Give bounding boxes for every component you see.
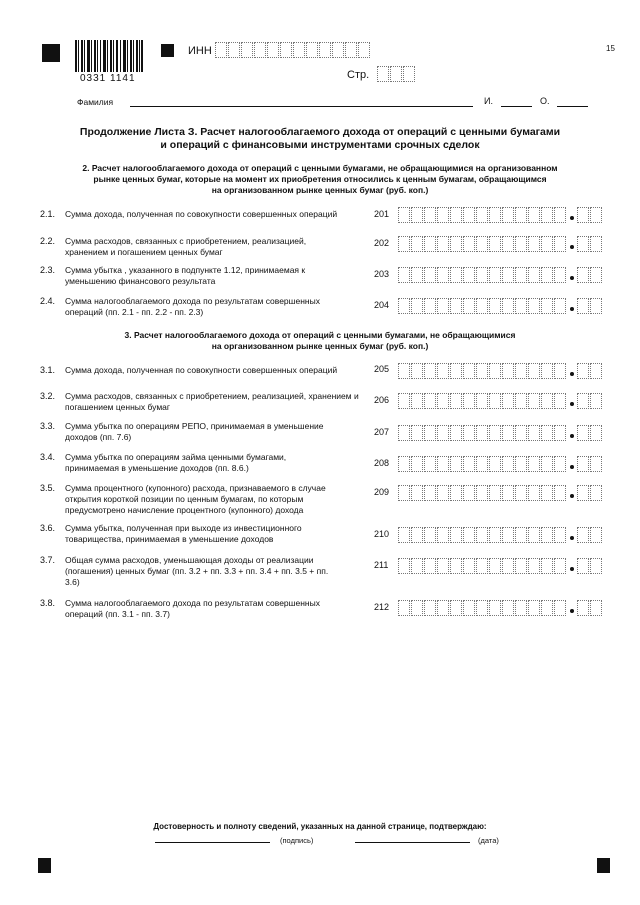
confirmation-text: Достоверность и полноту сведений, указанных на данной странице, подтверждаю: [153, 822, 487, 831]
section2-heading-line3: на организованном рынке ценных бумаг (руб. коп.) [211, 185, 429, 195]
amount-field[interactable] [398, 236, 603, 252]
amount-field[interactable] [398, 298, 603, 314]
amount-field[interactable] [398, 456, 603, 472]
page-number: 15 [606, 44, 615, 53]
decimal-point [570, 609, 574, 613]
row-code: 210 [374, 529, 390, 539]
sheet-title-line2: и операций с финансовыми инструментами срочных сделок [160, 139, 480, 151]
decimal-point [570, 494, 574, 498]
row-number: 2.2. [40, 236, 56, 246]
amount-field[interactable] [398, 207, 603, 223]
row-number: 3.6. [40, 523, 56, 533]
decimal-point [570, 465, 574, 469]
row-number: 2.4. [40, 296, 56, 306]
row-text: Сумма дохода, полученная по совокупности совершенных операций [65, 365, 338, 375]
decimal-point [570, 216, 574, 220]
row-text: Сумма убытка по операциям займа ценными бумагами, принимаемая в уменьшение доходов (пп. 8.6.) [65, 452, 287, 473]
row-code: 203 [374, 269, 390, 279]
corner-marker-top-mid [161, 44, 174, 57]
decimal-point [570, 245, 574, 249]
amount-field[interactable] [398, 393, 603, 409]
row-text: Сумма убытка по операциям РЕПО, принимаемая в уменьшение доходов (пп. 7.6) [65, 421, 324, 442]
row-number: 2.3. [40, 265, 56, 275]
row-text: Сумма убытка , указанного в подпункте 1.12, принимаемая к уменьшению финансового результата [65, 265, 306, 286]
amount-field[interactable] [398, 267, 603, 283]
row-text: Сумма расходов, связанных с приобретением, реализацией, хранением и погашением ценных бумаг [65, 391, 359, 412]
name-initial-field[interactable] [501, 106, 532, 107]
row-code: 211 [374, 560, 389, 570]
section3-heading-line2: на организованном рынке ценных бумаг (руб. коп.) [211, 341, 429, 351]
decimal-point [570, 567, 574, 571]
row-text: Сумма налогооблагаемого дохода по результатам совершенных операций (пп. 2.1 - пп. 2.2 - пп. 2.3) [65, 296, 320, 317]
row-text: Сумма дохода, полученная по совокупности совершенных операций [65, 209, 338, 219]
decimal-point [570, 536, 574, 540]
decimal-point [570, 372, 574, 376]
row-number: 3.1. [40, 365, 56, 375]
amount-field[interactable] [398, 425, 603, 441]
decimal-point [570, 307, 574, 311]
row-code: 202 [374, 238, 390, 248]
patronymic-initial-label: О. [540, 96, 550, 106]
barcode-number: 0331 1141 [80, 73, 136, 84]
row-text: Сумма убытка, полученная при выходе из инвестиционного товарищества, принимаемая в уменьшение доходов [65, 523, 302, 544]
patronymic-initial-field[interactable] [557, 106, 588, 107]
row-text: Сумма налогооблагаемого дохода по результатам совершенных операций (пп. 3.1 - пп. 3.7) [65, 598, 320, 619]
row-number: 3.3. [40, 421, 56, 431]
row-number: 3.5. [40, 483, 56, 493]
decimal-point [570, 402, 574, 406]
signature-caption: (подпись) [280, 836, 314, 845]
row-code: 205 [374, 364, 390, 374]
name-initial-label: И. [484, 96, 493, 106]
row-text: Сумма расходов, связанных с приобретением, реализацией, хранением и погашением ценных бумаг [65, 236, 307, 257]
row-code: 209 [374, 487, 390, 497]
row-code: 207 [374, 427, 390, 437]
section2-heading-line2: рынке ценных бумаг, которые на момент их приобретения относились к ценным бумагам, обращающимся [93, 174, 547, 184]
row-number: 3.7. [40, 555, 56, 565]
surname-field[interactable] [130, 106, 473, 107]
inn-label: ИНН [188, 45, 212, 57]
amount-field[interactable] [398, 485, 603, 501]
section2-heading-line1: 2. Расчет налогооблагаемого дохода от операций с ценными бумагами, не обращающимися на организованном [82, 163, 558, 173]
row-number: 2.1. [40, 209, 56, 219]
corner-marker-top-left [42, 44, 60, 62]
amount-field[interactable] [398, 558, 603, 574]
decimal-point [570, 434, 574, 438]
corner-marker-bottom-right [597, 858, 610, 873]
date-caption: (дата) [478, 836, 499, 845]
amount-field[interactable] [398, 600, 603, 616]
date-field[interactable] [355, 842, 470, 843]
section3-heading-line1: 3. Расчет налогооблагаемого дохода от операций с ценными бумагами, не обращающимися [124, 330, 516, 340]
barcode [75, 40, 143, 72]
row-number: 3.8. [40, 598, 56, 608]
signature-field[interactable] [155, 842, 270, 843]
decimal-point [570, 276, 574, 280]
row-code: 212 [374, 602, 390, 612]
sheet-title-line1: Продолжение Листа З. Расчет налогооблагаемого дохода от операций с ценными бумагами [79, 126, 561, 138]
inn-field[interactable] [215, 42, 371, 58]
surname-label: Фамилия [77, 97, 114, 107]
row-number: 3.4. [40, 452, 56, 462]
amount-field[interactable] [398, 363, 603, 379]
row-text: Общая сумма расходов, уменьшающая доходы от реализации (погашения) ценных бумаг (пп. 3.2 + пп. 3.3 + пп. 3.4 + пп. 3.5 + пп. 3.6) [65, 555, 329, 587]
row-code: 206 [374, 395, 390, 405]
corner-marker-bottom-left [38, 858, 51, 873]
page-field[interactable] [377, 66, 416, 82]
row-code: 201 [374, 209, 390, 219]
page-label: Стр. [347, 69, 370, 81]
row-code: 204 [374, 300, 390, 310]
row-number: 3.2. [40, 391, 56, 401]
row-text: Сумма процентного (купонного) расхода, признаваемого в случае открытия короткой позиции по ценным бумагам, по которым предусмотрено начисление процентного (купонного) дохода [65, 483, 326, 515]
row-code: 208 [374, 458, 390, 468]
amount-field[interactable] [398, 527, 603, 543]
